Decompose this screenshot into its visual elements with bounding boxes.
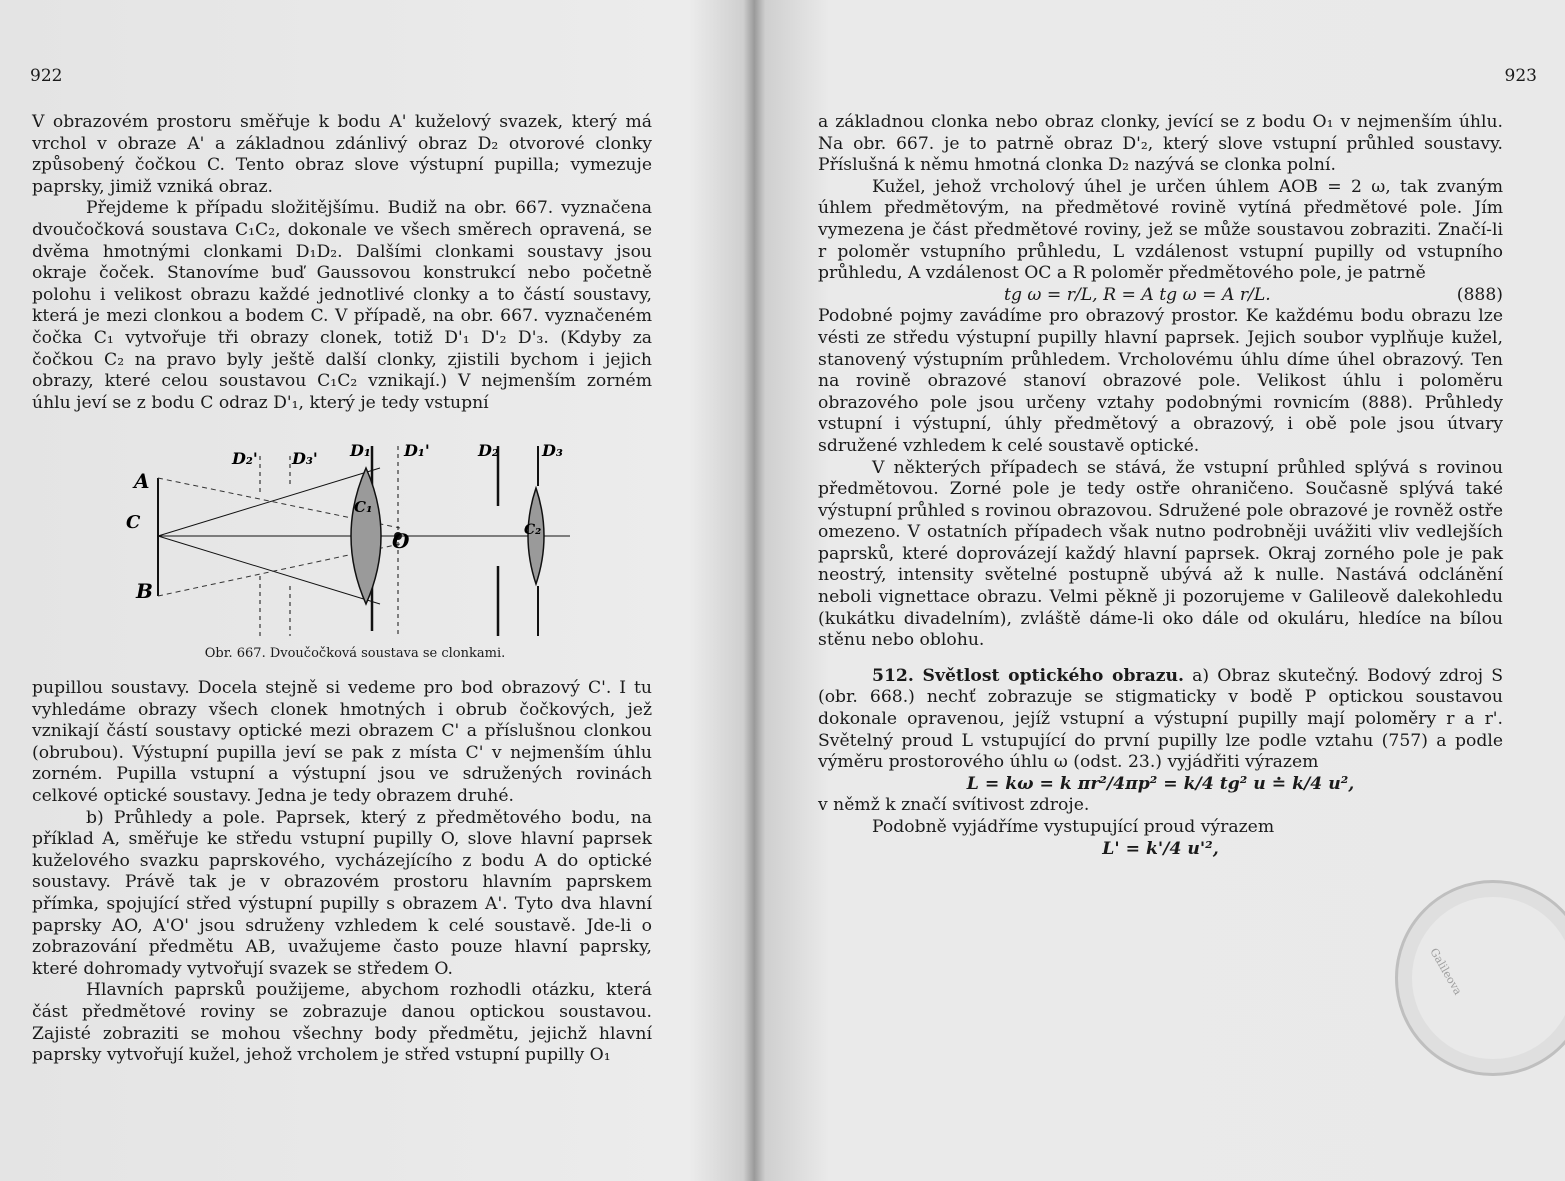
left-page (0, 0, 748, 1181)
left-paragraph-3: pupillou soustavy. Docela stejně si vedeme pro bod obrazový C'. I tu vyhledáme obrazy všech clonek hmotných i obrub čočkových, jež vznikají částí soustavy optické mezi obrazem C' a příslušnou clonkou (obrubou). Výstupní pupilla jeví se pak z místa C' v nejmenším úhlu zorném. Pupilla vstupní a výstupní jsou ve sdružených rovinách celkové optické soustavy. Jedna je tedy obrazem druhé. (32, 678, 652, 806)
equation-L: L = kω = k πr²/4πp² = k/4 tg² u ≐ k/4 u², (966, 773, 1355, 794)
fig-label-O: O (392, 529, 410, 553)
right-paragraph-7: Podobně vyjádříme vystupující proud výrazem (872, 817, 1275, 837)
right-paragraph-1: a základnou clonka nebo obraz clonky, jevící se z bodu O₁ v nejmenším úhlu. Na obr. 667. je to patrně obraz D'₂, který slove vstupní průhled soustavy. Příslušná k němu hmotná clonka D₂ nazývá se clonka polní. (818, 112, 1503, 176)
fig-label-C1: C₁ (354, 498, 373, 516)
fig-label-D2: D₂ (478, 441, 499, 460)
left-text-lower (32, 678, 652, 1067)
left-paragraph-2: Přejdeme k případu složitějšímu. Budiž na obr. 667. vyznačena dvoučočková soustava C₁C₂, dokonale ve všech směrech opravená, se dvěma hmotnými clonkami D₁D₂. Dalšími clonkami soustavy jsou okraje čoček. Stanovíme buď Gaussovou konstrukcí nebo početně polohu i velikost obrazu každé jednotlivé clonky a to částí soustavy, která je mezi clonkou a bodem C. V případě, na obr. 667. vyznačeném čočka C₁ vytvořuje tři obrazy clonek, totiž D'₁ D'₂ D'₃. (Kdyby za čočkou C₂ na pravo byly ještě další clonky, zjistili bychom i jejich obrazy, které celou soustavou C₁C₂ vznikají.) V nejmenším zorném úhlu jeví se z bodu C odraz D'₁, který je tedy vstupní (32, 198, 652, 413)
left-text-upper (32, 112, 652, 414)
fig-label-D1p: D₁' (404, 441, 430, 460)
left-paragraph-1: V obrazovém prostoru směřuje k bodu A' kuželový svazek, který má vrchol v obraze A' a základnou zdánlivý obraz D₂ otvorové clonky způsobený čočkou C. Tento obraz slove výstupní pupilla; vymezuje paprsky, jimiž vzniká obraz. (32, 112, 652, 197)
section-heading: 512. Světlost optického obrazu. (872, 665, 1184, 686)
fig-label-D3p: D₃' (292, 449, 318, 468)
fig-label-D2p: D₂' (232, 449, 258, 468)
equation-L-prime: L' = k'/4 u'², (1102, 838, 1219, 859)
right-paragraph-4: V některých případech se stává, že vstupní průhled splývá s rovinou předmětovou. Zorné pole je tedy ostře ohraničeno. Současně splývá také výstupní průhled s rovinou obrazovou. Sdružené pole obrazové je rovněž ostře omezeno. V ostatních případech však nutno podrobněji uvážiti vliv vedlejších paprsků, které doprovázejí každý hlavní paprsek. Okraj zorného pole je pak neostrý, intensity světelné postupně ubývá až k nulle. Nastává odclánění neboli vignettace obrazu. Velmi pěkně ji pozorujeme v Galileově dalekohledu (kukátku divadelním), zvláště dáme-li oko dále od okuláru, hledíce na bílou stěnu nebo oblohu. (818, 457, 1503, 651)
fig-label-C: C (126, 512, 141, 533)
equation-888 (818, 285, 1503, 307)
fig-label-B: B (136, 579, 153, 603)
right-text (818, 112, 1503, 860)
figure-caption: Obr. 667. Dvoučočková soustava se clonkami. (204, 646, 506, 661)
equation-888-number: (888) (1456, 284, 1503, 305)
page-number-left: 922 (30, 66, 63, 86)
left-paragraph-4: b) Průhledy a pole. Paprsek, který z předmětového bodu, na příklad A, směřuje ke středu vstupní pupilly O, slove hlavní paprsek kuželového svazku paprskového, vycházejícího z bodu A do optické soustavy. Právě tak je v obrazovém prostoru hlavním paprskem přímka, spojující střed výstupní pupilly s obrazem A'. Tyto dva hlavní paprsky AO, A'O' jsou sdruženy vzhledem k celé soustavě. Jde-li o zobrazování předmětu AB, uvažujeme často pouze hlavní paprsky, které dohromady vytvořují svazek se středem O. (32, 807, 652, 979)
right-paragraph-3: Podobné pojmy zavádíme pro obrazový prostor. Ke každému bodu obrazu lze vésti ze středu výstupní pupilly hlavní paprsek. Jejich soubor vyplňuje kužel, stanovený výstupním průhledem. Vrcholovému úhlu díme úhel obrazový. Ten na rovině obrazové stanoví obrazové pole. Velikost úhlu i poloměru obrazového pole jsou určeny vztahy podobnými rovnicím (888). Průhledy vstupní i výstupní, úhly předmětový a obrazový, i obě pole jsou útvary sdružené vzhledem k celé soustavě optické. (818, 306, 1503, 456)
right-paragraph-5 (818, 666, 1503, 774)
page-number-right: 923 (1504, 66, 1537, 86)
right-paragraph-2: Kužel, jehož vrcholový úhel je určen úhlem AOB = 2 ω, tak zvaným úhlem předmětovým, na předmětové rovině vytíná předmětové pole. Jím vymezena je část předmětové roviny, jež se může soustavou zobraziti. Značí-li r poloměr vstupního průhledu, L vzdálenost vstupní pupilly od vstupního průhledu, A vzdálenost OC a R poloměr předmětového pole, je patrně (818, 176, 1503, 284)
fig-label-D3: D₃ (542, 441, 563, 460)
fig-label-C2: C₂ (524, 522, 542, 538)
equation-888-body: tg ω = r/L, R = A tg ω = A r/L. (1004, 284, 1271, 305)
fig-label-A: A (134, 469, 150, 493)
right-paragraph-6: v němž k značí svítivost zdroje. (818, 795, 1090, 816)
left-paragraph-5: Hlavních paprsků použijeme, abychom rozhodli otázku, která část předmětové roviny se zobrazuje danou optickou soustavou. Zajisté zobraziti se mohou všechny body předmětu, jejichž hlavní paprsky vytvořují kužel, jehož vrcholem je střed vstupní pupilly O₁ (32, 980, 652, 1066)
section-body: a) Obraz skutečný. Bodový zdroj S (obr. 668.) nechť zobrazuje se stigmaticky v bodě P optickou soustavou dokonale opravenou, jejíž vstupní a výstupní pupilly mají poloměry r a r'. Světelný proud L vstupující do první pupilly lze podle vztahu (757) a podle výměru prostorového úhlu ω (odst. 23.) vyjádřiti výrazem (818, 665, 1503, 773)
library-stamp-text: Galileova (1427, 945, 1465, 998)
fig-label-D1: D₁ (350, 441, 371, 460)
figure-667 (120, 436, 590, 646)
